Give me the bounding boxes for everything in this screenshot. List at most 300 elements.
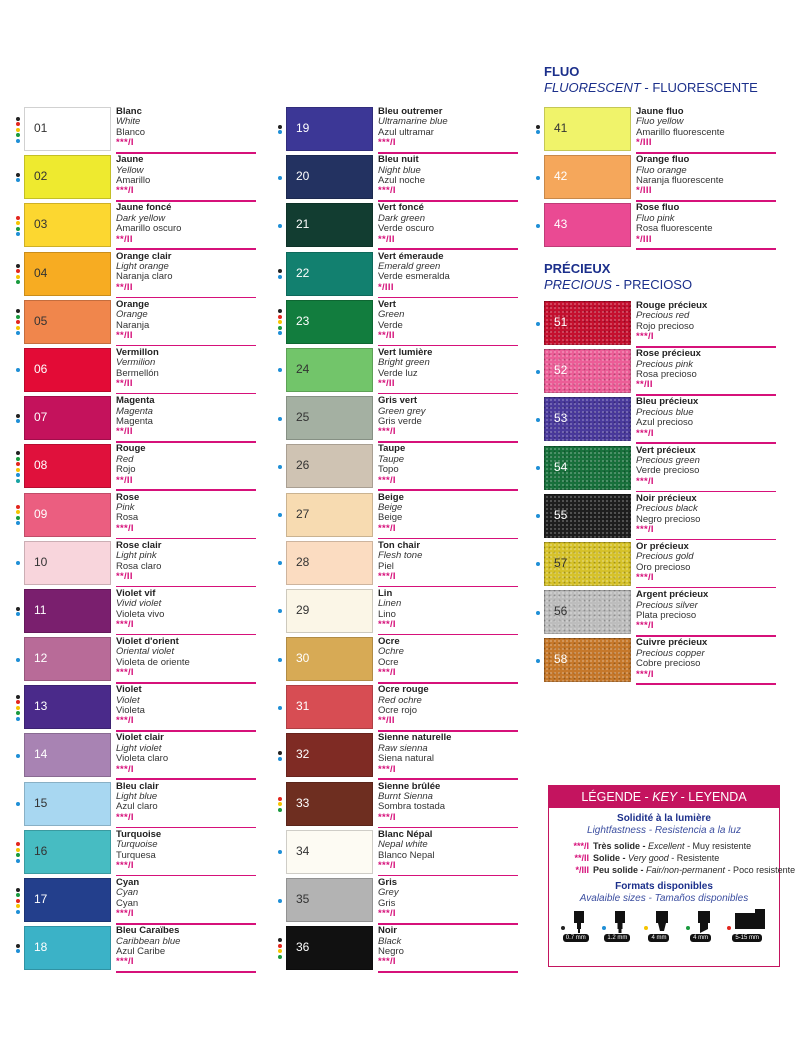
color-names bbox=[116, 637, 190, 679]
name-en: Dark yellow bbox=[116, 212, 166, 224]
swatch-number: 03 bbox=[34, 217, 48, 232]
name-es: Verde bbox=[378, 319, 403, 331]
format-dots bbox=[534, 202, 542, 249]
format-dot bbox=[278, 315, 282, 319]
color-names bbox=[378, 203, 434, 245]
name-fr: Gris vert bbox=[378, 395, 418, 407]
color-entry bbox=[14, 492, 254, 540]
format-dots bbox=[14, 829, 22, 876]
lightfast-row bbox=[549, 840, 779, 852]
name-fr: Vert émeraude bbox=[378, 250, 444, 262]
name-fr: Bleu précieux bbox=[636, 396, 699, 408]
lightfastness-rating: */III bbox=[378, 281, 394, 293]
format-dot bbox=[16, 331, 20, 335]
lightfastness-rating: **/II bbox=[636, 379, 653, 391]
format-dots bbox=[14, 154, 22, 201]
format-dot bbox=[278, 802, 282, 806]
color-names bbox=[636, 638, 707, 680]
format-dots bbox=[276, 106, 284, 153]
color-names bbox=[116, 203, 181, 245]
format-dots bbox=[14, 443, 22, 490]
color-names bbox=[636, 397, 698, 439]
lightfastness-rating: ***/I bbox=[636, 523, 654, 535]
name-es: Violeta claro bbox=[116, 753, 169, 765]
color-entry bbox=[276, 299, 516, 347]
color-swatch bbox=[286, 878, 373, 922]
format-dots bbox=[276, 443, 284, 490]
color-swatch bbox=[24, 733, 111, 777]
color-swatch bbox=[544, 494, 631, 538]
color-entry bbox=[276, 202, 516, 250]
name-es: Naranja claro bbox=[116, 271, 173, 283]
name-es: Azul ultramar bbox=[378, 126, 434, 138]
format-dot bbox=[16, 658, 20, 662]
rating-es: - Poco resistente bbox=[725, 865, 796, 875]
name-en: White bbox=[116, 116, 141, 128]
format-dot bbox=[16, 451, 20, 455]
format-dot bbox=[536, 370, 540, 374]
color-names bbox=[116, 348, 159, 390]
format-dots bbox=[276, 636, 284, 683]
color-names bbox=[636, 446, 700, 488]
precieux-subtitle-en: PRECIOUS bbox=[544, 277, 612, 292]
format-dot bbox=[278, 275, 282, 279]
color-swatch bbox=[544, 590, 631, 634]
name-es: Cobre precioso bbox=[636, 658, 701, 670]
swatch-number: 56 bbox=[554, 604, 568, 619]
name-es: Azul Caribe bbox=[116, 946, 166, 957]
format-dots bbox=[276, 588, 284, 635]
name-en: Taupe bbox=[378, 453, 405, 465]
marker-sizes bbox=[555, 909, 773, 942]
color-swatch bbox=[24, 155, 111, 199]
name-fr: Ocre bbox=[378, 636, 400, 648]
format-dot bbox=[278, 706, 282, 710]
name-en: Light violet bbox=[116, 742, 162, 754]
swatch-number: 09 bbox=[34, 506, 48, 521]
format-dot bbox=[16, 910, 20, 914]
swatch-number: 08 bbox=[34, 458, 48, 473]
swatch-number: 11 bbox=[34, 602, 47, 617]
color-names bbox=[378, 685, 429, 727]
precieux-heading bbox=[544, 261, 692, 293]
format-dots bbox=[14, 877, 22, 924]
name-fr: Beige bbox=[378, 491, 404, 503]
name-fr: Rouge bbox=[116, 443, 146, 455]
name-en: Vermilion bbox=[116, 357, 156, 369]
fluo-subtitle bbox=[544, 80, 758, 96]
swatch-number: 25 bbox=[296, 410, 310, 425]
color-swatch bbox=[286, 252, 373, 296]
color-entry bbox=[276, 395, 516, 443]
format-dot bbox=[278, 513, 282, 517]
lightfastness-rating: **/II bbox=[116, 570, 133, 582]
lightfastness-rating: ***/I bbox=[116, 860, 134, 872]
name-en: Precious green bbox=[636, 454, 700, 466]
format-dot bbox=[278, 417, 282, 421]
name-es: Sombra tostada bbox=[378, 801, 446, 813]
size-dot bbox=[727, 926, 731, 930]
format-dots bbox=[276, 492, 284, 539]
format-dot bbox=[16, 904, 20, 908]
color-entry bbox=[276, 732, 516, 780]
format-dots bbox=[276, 877, 284, 924]
format-dots bbox=[534, 445, 542, 492]
format-dot bbox=[278, 938, 282, 942]
rating-en: Very good bbox=[628, 853, 669, 863]
swatch-number: 10 bbox=[34, 554, 48, 569]
color-swatch bbox=[286, 589, 373, 633]
format-dot bbox=[16, 561, 20, 565]
color-entry bbox=[534, 396, 774, 444]
color-names bbox=[378, 637, 404, 679]
format-dot bbox=[16, 700, 20, 704]
color-entry bbox=[14, 684, 254, 732]
name-en: Bright green bbox=[378, 357, 430, 369]
name-fr: Rose précieux bbox=[636, 348, 701, 360]
name-es: Ocre bbox=[378, 656, 399, 668]
color-names bbox=[378, 733, 451, 775]
size-label: 1.2 mm bbox=[604, 934, 630, 942]
name-es: Blanco Nepal bbox=[378, 849, 435, 861]
format-dot bbox=[278, 176, 282, 180]
format-dot bbox=[278, 944, 282, 948]
format-dots bbox=[534, 396, 542, 443]
precieux-title: PRÉCIEUX bbox=[544, 261, 611, 276]
swatch-number: 17 bbox=[34, 892, 48, 906]
lightfastness-rating: **/II bbox=[378, 329, 395, 341]
color-names bbox=[636, 590, 708, 632]
color-names bbox=[116, 733, 168, 775]
name-fr: Violet vif bbox=[116, 587, 156, 599]
format-dots bbox=[14, 636, 22, 683]
format-dot bbox=[16, 711, 20, 715]
name-en: Nepal white bbox=[378, 839, 428, 851]
lightfastness-rating: ***/I bbox=[378, 908, 396, 920]
format-dot bbox=[16, 315, 20, 319]
format-dot bbox=[278, 658, 282, 662]
name-en: Light orange bbox=[116, 260, 169, 272]
format-dot bbox=[536, 659, 540, 663]
color-swatch bbox=[544, 446, 631, 490]
color-entry bbox=[14, 540, 254, 588]
rating-es: - Muy resistente bbox=[684, 841, 752, 851]
name-fr: Noir bbox=[378, 925, 397, 937]
format-dots bbox=[534, 589, 542, 636]
color-entry bbox=[534, 348, 774, 396]
format-dot bbox=[16, 859, 20, 863]
swatch-number: 43 bbox=[554, 217, 568, 232]
name-es: Ocre rojo bbox=[378, 705, 418, 717]
formats-title: Formats disponibles bbox=[615, 881, 713, 892]
lightfastness-rating: ***/I bbox=[116, 522, 134, 534]
lightfastness-rating: ***/I bbox=[116, 715, 134, 727]
format-dot bbox=[16, 754, 20, 758]
color-entry bbox=[14, 781, 254, 829]
format-dot bbox=[16, 139, 20, 143]
format-dots bbox=[534, 348, 542, 395]
name-es: Siena natural bbox=[378, 753, 434, 765]
name-en: Fluo pink bbox=[636, 212, 675, 224]
name-es: Blanco bbox=[116, 126, 146, 138]
color-entry bbox=[14, 395, 254, 443]
name-en: Red ochre bbox=[378, 694, 422, 706]
name-en: Light pink bbox=[116, 550, 157, 562]
lightfastness-rating: ***/I bbox=[636, 475, 654, 487]
name-es: Topo bbox=[378, 464, 399, 476]
swatch-number: 41 bbox=[554, 121, 568, 135]
color-names bbox=[116, 107, 145, 149]
format-dot bbox=[16, 717, 20, 721]
color-entry bbox=[14, 106, 254, 154]
format-dot bbox=[16, 848, 20, 852]
name-es: Gris bbox=[378, 897, 396, 909]
name-es: Rosa bbox=[116, 512, 139, 524]
name-fr: Vermillon bbox=[116, 346, 159, 358]
color-names bbox=[116, 878, 139, 920]
color-entry bbox=[534, 300, 774, 348]
color-entry bbox=[276, 781, 516, 829]
name-en: Ultramarine blue bbox=[378, 116, 448, 128]
size-icon-row bbox=[602, 909, 632, 933]
format-dots bbox=[276, 299, 284, 346]
name-fr: Or précieux bbox=[636, 540, 689, 552]
format-dots bbox=[276, 732, 284, 779]
swatch-number: 24 bbox=[296, 361, 310, 376]
color-names bbox=[116, 685, 145, 727]
color-swatch bbox=[286, 637, 373, 681]
format-dot bbox=[16, 419, 20, 423]
color-swatch bbox=[544, 155, 631, 199]
color-names bbox=[378, 155, 425, 197]
format-dot bbox=[16, 122, 20, 126]
name-es: Verde esmeralda bbox=[378, 271, 450, 283]
format-dots bbox=[276, 395, 284, 442]
name-fr: Taupe bbox=[378, 443, 406, 455]
color-swatch bbox=[286, 300, 373, 344]
lightfastness-rating: ***/I bbox=[378, 860, 396, 872]
lightfast-subtitle: Lightfastness - Resistencia a la luz bbox=[587, 825, 741, 836]
lightfastness-rating: **/II bbox=[116, 329, 133, 341]
entry-divider bbox=[636, 248, 776, 250]
name-es: Amarillo oscuro bbox=[116, 223, 182, 235]
lightfastness-rating: ***/I bbox=[636, 427, 654, 439]
format-dot bbox=[16, 414, 20, 418]
color-entry bbox=[14, 299, 254, 347]
swatch-number: 36 bbox=[296, 940, 310, 955]
color-entry bbox=[14, 347, 254, 395]
color-entry bbox=[14, 154, 254, 202]
name-en: Light blue bbox=[116, 791, 158, 803]
name-es: Bermellón bbox=[116, 367, 159, 379]
name-en: Green grey bbox=[378, 405, 426, 417]
entry-divider bbox=[636, 683, 776, 685]
color-entry bbox=[534, 202, 774, 250]
format-dots bbox=[14, 732, 22, 779]
format-dot bbox=[16, 280, 20, 284]
precieux-subtitle-rest: - PRECIOSO bbox=[611, 277, 693, 292]
color-swatch bbox=[544, 107, 631, 151]
name-es: Verde luz bbox=[378, 367, 418, 379]
lightfastness-rating: ***/I bbox=[116, 908, 134, 920]
color-entry bbox=[276, 492, 516, 540]
name-en: Fluo yellow bbox=[636, 116, 684, 128]
swatch-number: 34 bbox=[296, 843, 310, 858]
name-es: Naranja fluorescente bbox=[636, 175, 724, 186]
size-label: 5-15 mm bbox=[732, 934, 762, 942]
color-names bbox=[378, 589, 401, 631]
name-en: Precious pink bbox=[636, 358, 694, 370]
format-dot bbox=[278, 561, 282, 565]
name-en: Ochre bbox=[378, 646, 404, 658]
lightfastness-rating: ***/I bbox=[378, 522, 396, 534]
name-fr: Jaune fluo bbox=[636, 106, 684, 117]
name-en: Magenta bbox=[116, 405, 153, 417]
name-en: Precious black bbox=[636, 503, 698, 515]
format-dot bbox=[16, 899, 20, 903]
color-names bbox=[378, 541, 422, 583]
format-dot bbox=[16, 521, 20, 525]
name-es: Naranja bbox=[116, 319, 150, 331]
lightfastness-rating: ***/I bbox=[636, 668, 654, 680]
swatch-number: 32 bbox=[296, 747, 310, 762]
fluo-heading bbox=[544, 64, 758, 96]
format-dot bbox=[16, 173, 20, 177]
format-dot bbox=[536, 514, 540, 518]
lightfastness-rating: ***/I bbox=[636, 331, 654, 343]
color-swatch bbox=[24, 589, 111, 633]
name-en: Burnt Sienna bbox=[378, 791, 433, 803]
lightfastness-rating: ***/I bbox=[378, 619, 396, 631]
color-names bbox=[636, 107, 725, 149]
color-swatch bbox=[24, 493, 111, 537]
swatch-number: 12 bbox=[34, 651, 48, 666]
color-entry bbox=[534, 493, 774, 541]
format-dots bbox=[276, 251, 284, 298]
name-en: Precious red bbox=[636, 310, 690, 322]
format-dots bbox=[276, 781, 284, 828]
name-en: Vivid violet bbox=[116, 598, 162, 610]
column-2 bbox=[276, 106, 516, 973]
name-es: Piel bbox=[378, 560, 394, 572]
name-en: Precious gold bbox=[636, 551, 694, 563]
color-swatch bbox=[286, 444, 373, 488]
color-names bbox=[378, 348, 432, 390]
format-dot bbox=[16, 612, 20, 616]
name-es: Rojo precioso bbox=[636, 320, 695, 332]
format-dots bbox=[534, 106, 542, 153]
color-entry bbox=[534, 445, 774, 493]
format-dot bbox=[278, 326, 282, 330]
color-names bbox=[116, 300, 149, 342]
format-dot bbox=[536, 224, 540, 228]
swatch-number: 07 bbox=[34, 410, 48, 425]
name-fr: Ocre rouge bbox=[378, 684, 429, 696]
swatch-number: 54 bbox=[554, 459, 568, 474]
format-dot bbox=[536, 611, 540, 615]
format-dot bbox=[278, 609, 282, 613]
name-fr: Cyan bbox=[116, 877, 140, 888]
swatch-number: 29 bbox=[296, 602, 310, 617]
format-dot bbox=[536, 130, 540, 134]
color-entry bbox=[276, 684, 516, 732]
color-entry bbox=[276, 925, 516, 973]
swatch-number: 04 bbox=[34, 265, 48, 280]
format-dot bbox=[16, 275, 20, 279]
name-en: Red bbox=[116, 453, 134, 465]
size-label: 4 mm bbox=[690, 934, 711, 942]
name-en: Flesh tone bbox=[378, 550, 423, 562]
color-entry bbox=[14, 202, 254, 250]
name-es: Turquesa bbox=[116, 849, 156, 861]
color-names bbox=[116, 252, 173, 294]
color-names bbox=[116, 830, 161, 872]
format-dot bbox=[278, 808, 282, 812]
format-dots bbox=[276, 925, 284, 972]
name-fr: Rose bbox=[116, 491, 140, 503]
name-fr: Cuivre précieux bbox=[636, 637, 708, 649]
format-dot bbox=[16, 607, 20, 611]
color-entry bbox=[14, 636, 254, 684]
color-entry bbox=[14, 251, 254, 299]
name-es: Violeta vivo bbox=[116, 608, 165, 620]
format-dot bbox=[16, 949, 20, 953]
format-dot bbox=[16, 479, 20, 483]
name-en: Precious blue bbox=[636, 406, 694, 418]
format-dots bbox=[276, 829, 284, 876]
format-dot bbox=[16, 309, 20, 313]
format-dot bbox=[16, 264, 20, 268]
legend-title-fr: LÉGENDE - bbox=[581, 790, 653, 804]
color-swatch bbox=[24, 396, 111, 440]
format-dot bbox=[536, 322, 540, 326]
format-dot bbox=[16, 842, 20, 846]
format-dot bbox=[536, 418, 540, 422]
size-dot bbox=[602, 926, 606, 930]
color-names bbox=[378, 396, 426, 438]
format-dot bbox=[16, 178, 20, 182]
name-fr: Blanc Népal bbox=[378, 828, 433, 840]
format-dot bbox=[16, 133, 20, 137]
lightfastness-rating: ***/I bbox=[636, 572, 654, 584]
color-entry bbox=[534, 154, 774, 202]
precieux-subtitle bbox=[544, 277, 692, 293]
format-dots bbox=[14, 684, 22, 731]
name-es: Azul precioso bbox=[636, 417, 694, 429]
color-names bbox=[378, 926, 404, 968]
color-names bbox=[378, 252, 450, 294]
lightfastness-rating: ***/I bbox=[378, 667, 396, 679]
name-en: Fluo orange bbox=[636, 164, 687, 176]
color-names bbox=[116, 493, 139, 535]
color-names bbox=[116, 782, 159, 824]
name-fr: Rouge précieux bbox=[636, 300, 708, 311]
color-names bbox=[636, 155, 724, 197]
name-es: Gris verde bbox=[378, 415, 422, 427]
format-dot bbox=[278, 125, 282, 129]
format-dot bbox=[16, 473, 20, 477]
format-dots bbox=[276, 684, 284, 731]
chisel-marker-icon bbox=[692, 909, 716, 933]
lightfastness-rating: **/II bbox=[116, 233, 133, 245]
color-swatch bbox=[286, 830, 373, 874]
color-swatch bbox=[286, 685, 373, 729]
swatch-number: 22 bbox=[296, 265, 310, 280]
swatch-number: 26 bbox=[296, 458, 310, 473]
name-fr: Orange fluo bbox=[636, 154, 690, 166]
size-option bbox=[686, 909, 716, 942]
color-swatch bbox=[286, 203, 373, 247]
